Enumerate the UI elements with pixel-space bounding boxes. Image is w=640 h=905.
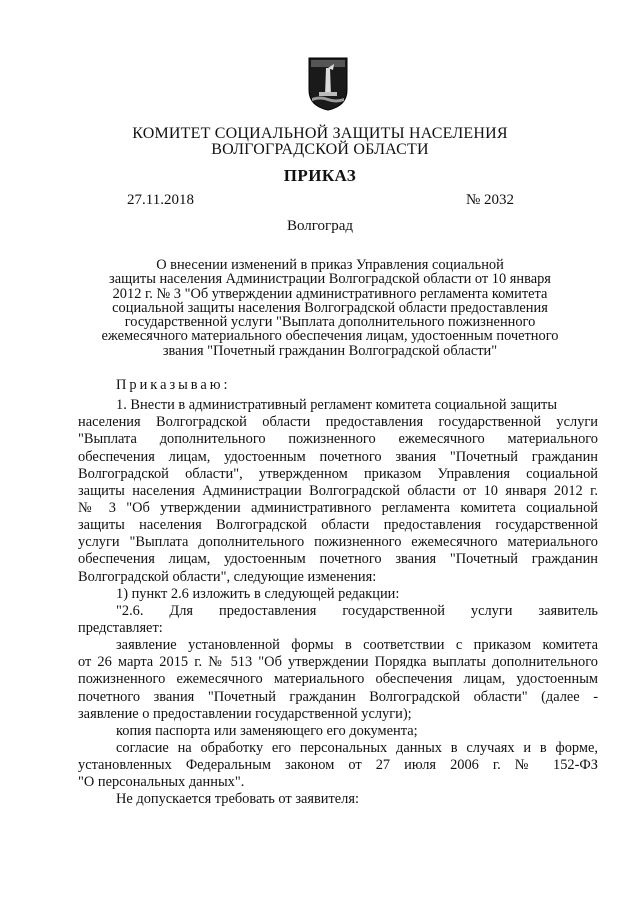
document-title: ПРИКАЗ xyxy=(283,166,357,185)
body-line: 1. Внести в административный регламент комитета социальной защиты xyxy=(116,397,558,414)
body-line: заявление о предоставлении государственной услуги); xyxy=(78,705,412,722)
body-line: обеспечения лицам, удостоенным почетного звания "Почетный гражданин xyxy=(78,448,598,465)
order-city: Волгоград xyxy=(286,218,353,234)
body-line: почетного звания "Почетный гражданин Волгоградской области" (далее - xyxy=(78,688,598,705)
body-line: "Выплата дополнительного пожизненного ежемесячного материального xyxy=(78,431,598,448)
body-line: Волгоградской области", утвержденном приказом Управления социальной xyxy=(78,465,598,482)
body-line: защиты населения Администрации Волгоградской области от 10 января 2012 г. xyxy=(78,482,598,499)
body-line: установленных Федеральным законом от 27 июля 2006 г. № 152-ФЗ xyxy=(78,757,598,774)
body-line: пожизненного ежемесячного материального обеспечения лицам, удостоенным xyxy=(78,671,598,688)
body-line: 1) пункт 2.6 изложить в следующей редакции: xyxy=(116,585,400,602)
order-date: 27.11.2018 xyxy=(127,192,194,208)
body-line: защиты населения Волгоградской области предоставления государственной xyxy=(78,517,598,534)
order-body xyxy=(78,377,598,809)
order-number: № 2032 xyxy=(466,192,515,208)
volgograd-coat-of-arms-icon xyxy=(306,56,350,112)
body-line: "2.6. Для предоставления государственной услуги заявитель xyxy=(116,602,598,619)
body-line: согласие на обработку его персональных данных в случаях и в форме, xyxy=(116,739,598,756)
subject-line: 2012 г. № 3 "Об утверждении административного регламента комитета xyxy=(112,285,548,302)
body-line: копия паспорта или заменяющего его документа; xyxy=(116,722,418,739)
body-line: представляет: xyxy=(78,619,163,636)
order-subject xyxy=(80,258,580,358)
subject-line: звания "Почетный гражданин Волгоградской области" xyxy=(162,342,498,359)
subject-line: государственной услуги "Выплата дополнительного пожизненного xyxy=(124,314,536,331)
body-line: "О персональных данных". xyxy=(78,774,245,791)
body-line: Волгоградской области", следующие изменения: xyxy=(78,568,377,585)
committee-name-line-2: ВОЛГОГРАДСКОЙ ОБЛАСТИ xyxy=(211,141,429,158)
subject-line: ежемесячного материального обеспечения лицам, удостоенным почетного xyxy=(101,328,559,345)
body-line: услуги "Выплата дополнительного пожизненного ежемесячного материального xyxy=(78,534,598,551)
body-line: от 26 марта 2015 г. № 513 "Об утверждении Порядка выплаты дополнительного xyxy=(78,654,598,671)
committee-name-line-1: КОМИТЕТ СОЦИАЛЬНОЙ ЗАЩИТЫ НАСЕЛЕНИЯ xyxy=(132,125,508,142)
body-line: № 3 "Об утверждении административного регламента комитета социальной xyxy=(78,499,598,516)
body-line: Приказываю: xyxy=(116,377,231,393)
subject-line: защиты населения Администрации Волгоградской области от 10 января xyxy=(109,271,551,288)
body-line: Не допускается требовать от заявителя: xyxy=(116,791,359,808)
subject-line: социальной защиты населения Волгоградской области предоставления xyxy=(112,299,548,316)
body-line: населения Волгоградской области предоставления государственной услуги xyxy=(78,414,598,431)
subject-line: О внесении изменений в приказ Управления социальной xyxy=(156,257,504,273)
body-line: обеспечения лицам, удостоенным почетного звания "Почетный гражданин xyxy=(78,551,598,568)
body-line: заявление установленной формы в соответствии с приказом комитета xyxy=(116,637,598,654)
